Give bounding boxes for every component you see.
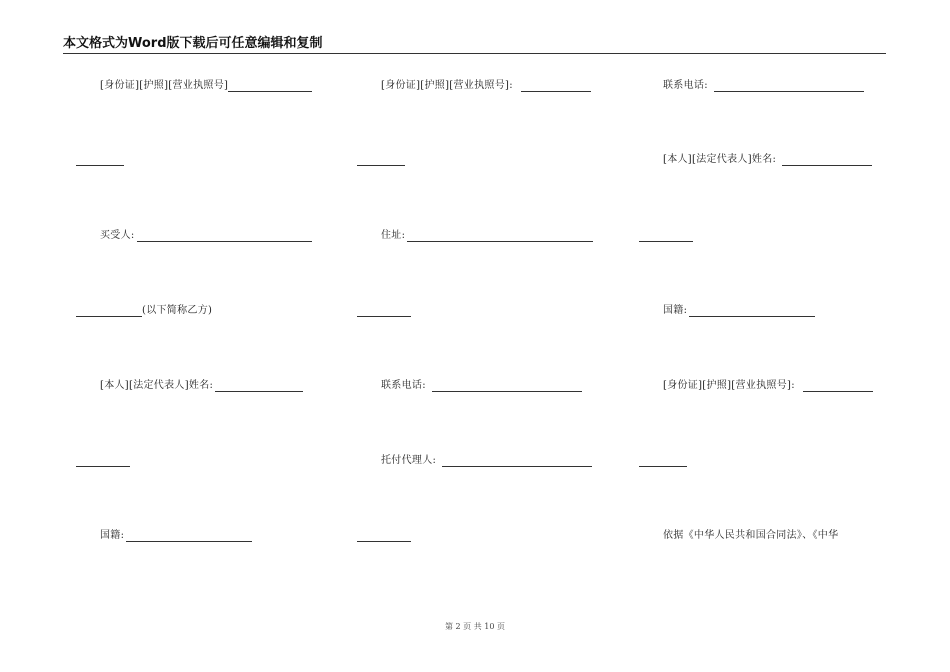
agent-continuation [357,530,411,542]
right-rep-name-blank [782,154,872,166]
buyer-continuation-blank [76,305,142,317]
left-rep-name-label: [本人][法定代表人]姓名: [100,380,214,391]
left-rep-name-blank [215,380,303,392]
right-nationality-blank [689,305,815,317]
right-rep-continuation-blank [639,230,693,242]
middle-id-continuation-blank [357,154,405,166]
middle-id-field [381,80,591,92]
right-nationality-label: 国籍: [663,305,688,316]
right-phone-blank [714,80,864,92]
address-label: 住址: [381,230,406,241]
agent-continuation-blank [357,530,411,542]
address-field [381,230,593,242]
buyer-blank [137,230,312,242]
left-rep-continuation-blank [76,455,130,467]
buyer-label: 买受人: [100,230,135,241]
middle-phone-label: 联系电话: [381,380,426,391]
right-nationality-field [663,305,815,317]
agent-field [381,455,592,467]
right-id-blank [803,380,873,392]
right-phone-field [663,80,864,92]
left-nationality-label: 国籍: [100,530,125,541]
buyer-field [100,230,312,242]
middle-id-label: [身份证][护照][营业执照号]: [381,80,513,91]
buyer-alias-label: (以下简称乙方) [142,305,213,316]
right-rep-name-label: [本人][法定代表人]姓名: [663,154,777,165]
left-id-field [100,80,312,92]
right-id-continuation-blank [639,455,687,467]
agent-blank [442,455,592,467]
middle-id-continuation [357,154,405,166]
header-title: 本文格式为Word版下载后可任意编辑和复制 [63,36,323,51]
right-id-field [663,380,873,392]
address-continuation-blank [357,305,411,317]
left-id-continuation [76,154,124,166]
left-rep-name-field [100,380,303,392]
right-rep-name-field [663,154,872,166]
left-id-label: [身份证][护照][营业执照号] [100,80,229,91]
middle-id-blank [521,80,591,92]
buyer-continuation [76,305,212,317]
page-header [63,36,886,54]
left-nationality-field [100,530,252,542]
left-rep-continuation [76,455,130,467]
right-rep-continuation [639,230,693,242]
right-id-continuation [639,455,687,467]
left-id-blank [228,80,312,92]
address-blank [407,230,593,242]
legal-basis-text [663,530,838,542]
right-id-label: [身份证][护照][营业执照号]: [663,380,795,391]
middle-phone-field [381,380,582,392]
middle-phone-blank [432,380,582,392]
address-continuation [357,305,411,317]
right-phone-label: 联系电话: [663,80,708,91]
legal-basis-label: 依据《中华人民共和国合同法》、《中华 [663,530,839,541]
page-number: 第 2 页 共 10 页 [445,622,505,631]
left-nationality-blank [126,530,252,542]
agent-label: 托付代理人: [381,455,437,466]
left-id-continuation-blank [76,154,124,166]
